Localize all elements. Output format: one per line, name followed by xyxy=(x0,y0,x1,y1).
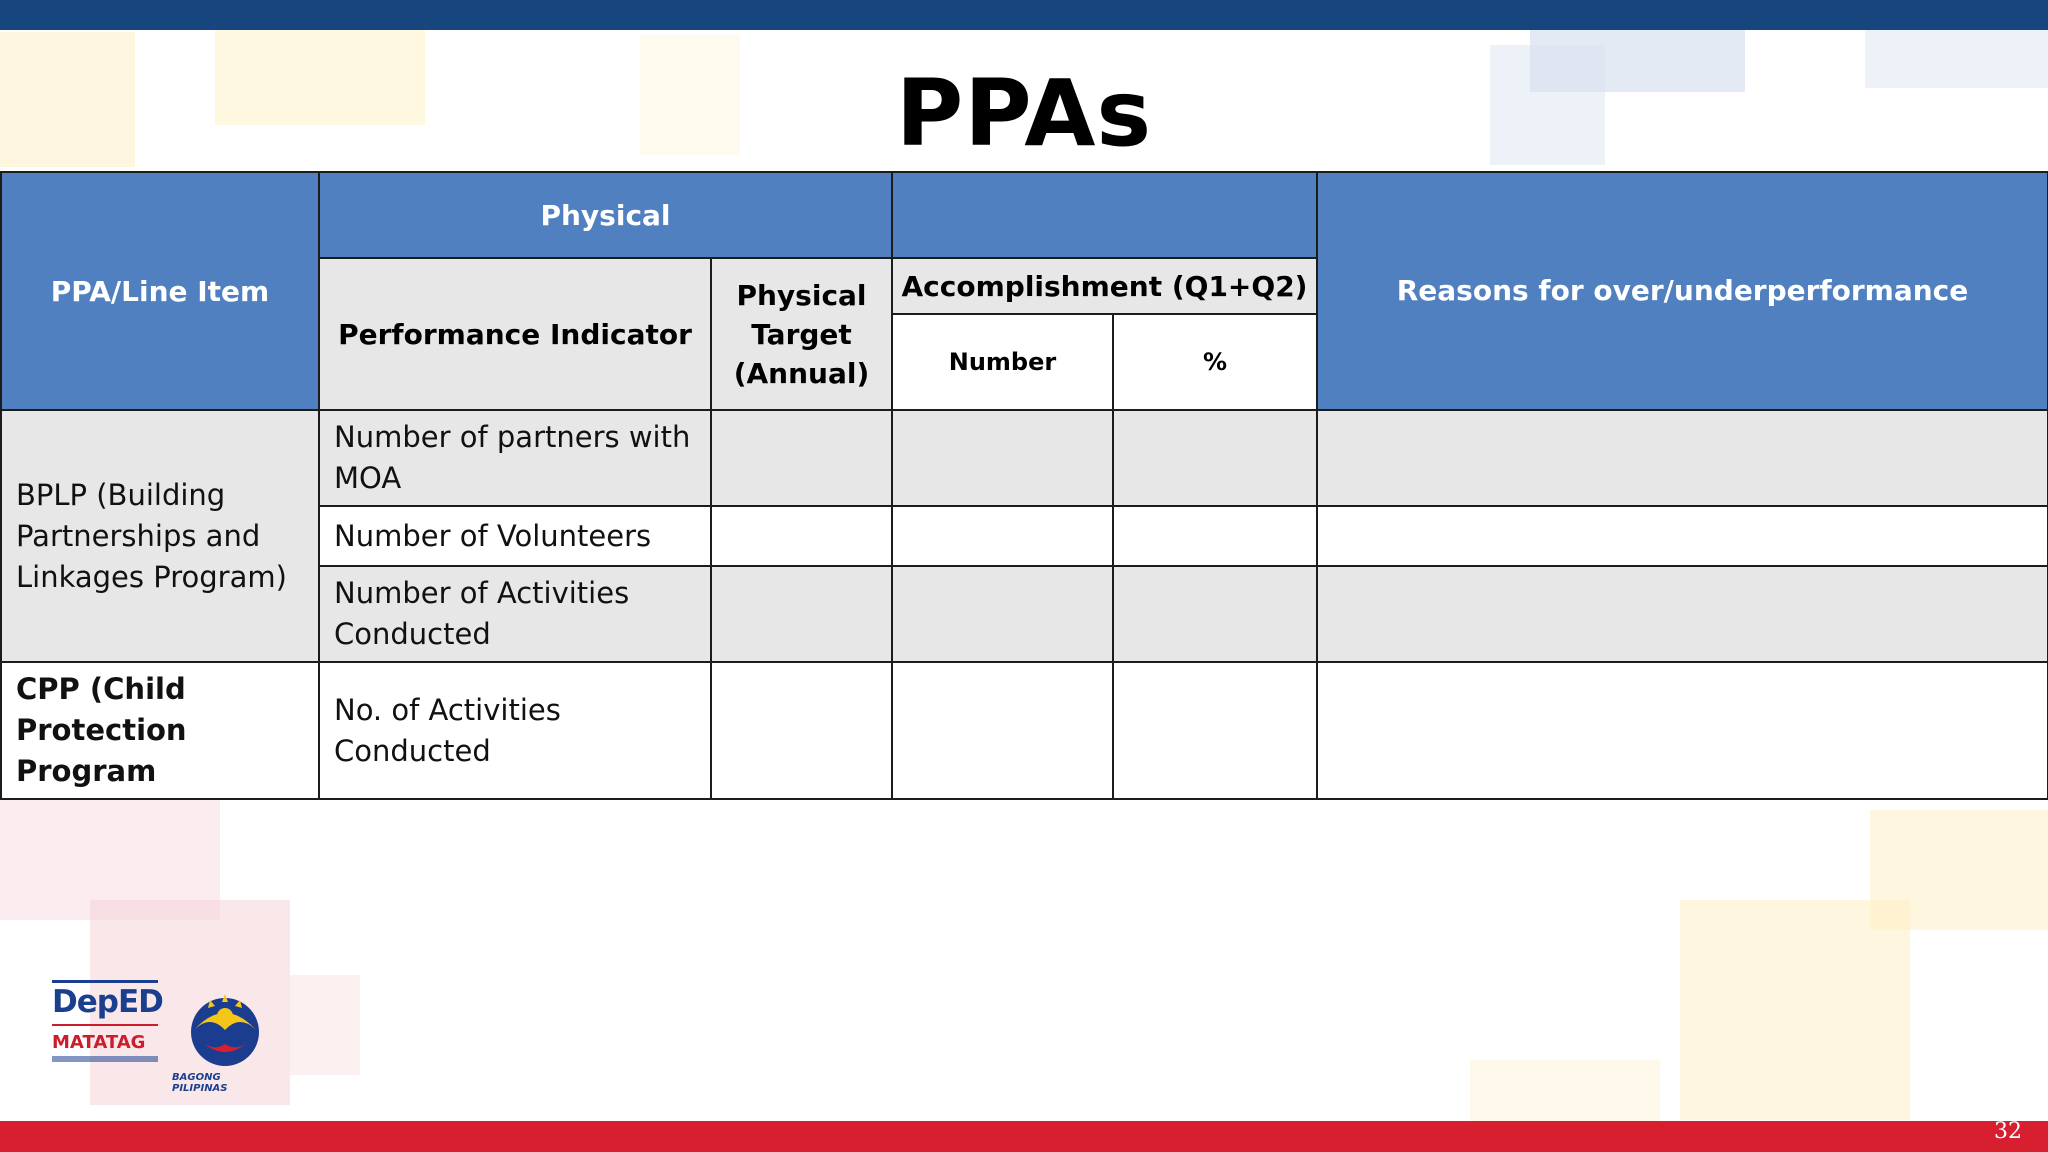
row-target xyxy=(711,506,892,566)
top-bar xyxy=(0,0,2048,30)
row-target xyxy=(711,662,892,799)
bagong-pilipinas-emblem-icon xyxy=(180,990,270,1072)
row-percent xyxy=(1113,662,1317,799)
row-indicator: No. of Activities Conducted xyxy=(319,662,711,799)
header-physical: Physical xyxy=(319,172,892,258)
row-reasons xyxy=(1317,662,2048,799)
slide-title: PPAs xyxy=(895,60,1153,167)
row-number xyxy=(892,662,1113,799)
row-indicator: Number of Activities Conducted xyxy=(319,566,711,662)
row-number xyxy=(892,566,1113,662)
header-physical-target: Physical Target (Annual) xyxy=(711,258,892,410)
slide-number: 32 xyxy=(1994,1119,2022,1144)
row-number xyxy=(892,506,1113,566)
bagong-pilipinas-logo: BAGONG PILIPINAS xyxy=(172,1072,228,1094)
background-decoration-bottom xyxy=(0,800,2048,1121)
row-target xyxy=(711,410,892,506)
matatag-tagline-bar xyxy=(52,1056,158,1062)
row-cpp-ppa: CPP (Child Protection Program xyxy=(1,662,319,799)
row-reasons xyxy=(1317,566,2048,662)
bottom-bar xyxy=(0,1121,2048,1152)
row-percent xyxy=(1113,566,1317,662)
row-indicator: Number of partners with MOA xyxy=(319,410,711,506)
row-number xyxy=(892,410,1113,506)
row-percent xyxy=(1113,506,1317,566)
header-accomplishment: Accomplishment (Q1+Q2) xyxy=(892,258,1317,314)
matatag-logo: MATATAG xyxy=(52,1032,146,1053)
header-number: Number xyxy=(892,314,1113,410)
row-reasons xyxy=(1317,506,2048,566)
ppa-table xyxy=(0,171,2048,800)
header-reasons: Reasons for over/underperformance xyxy=(1317,172,2048,410)
header-ppa-line-item: PPA/Line Item xyxy=(1,172,319,410)
deped-logo: DepED xyxy=(52,984,163,1020)
row-bplp-ppa: BPLP (Building Partnerships and Linkages Program) xyxy=(1,410,319,662)
row-reasons xyxy=(1317,410,2048,506)
row-indicator: Number of Volunteers xyxy=(319,506,711,566)
row-percent xyxy=(1113,410,1317,506)
header-percent: % xyxy=(1113,314,1317,410)
header-performance-indicator: Performance Indicator xyxy=(319,258,711,410)
header-blank xyxy=(892,172,1317,258)
logo-group xyxy=(36,980,276,1094)
row-target xyxy=(711,566,892,662)
